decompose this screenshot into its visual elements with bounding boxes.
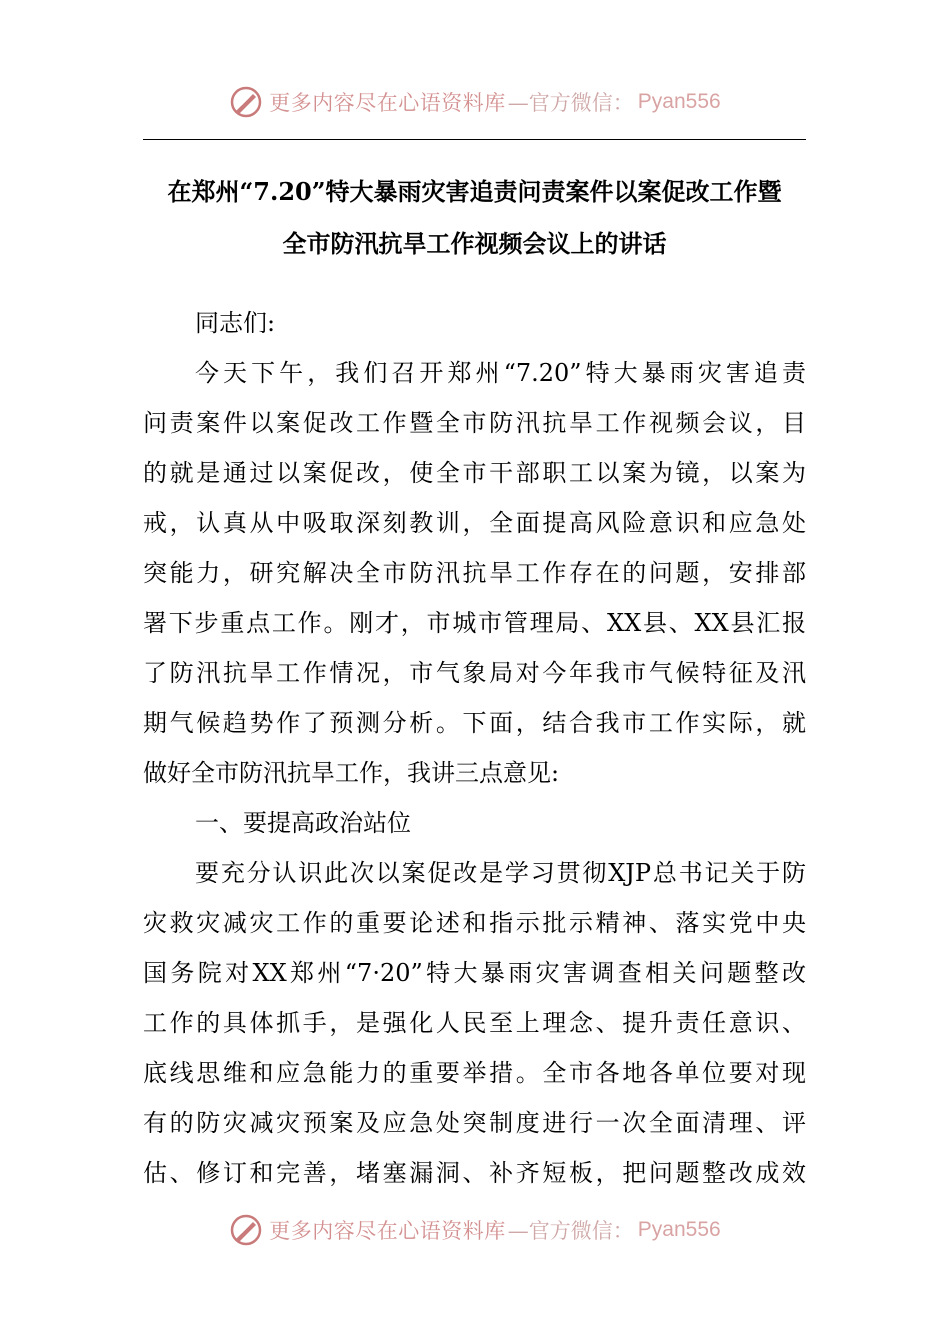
paragraph-line: 的就是通过以案促改，使全市干部职工以案为镜，以案为	[143, 459, 806, 487]
paragraph-line: 署下步重点工作。刚才，市城市管理局、XX县、XX县汇报	[143, 609, 806, 637]
watermark-sub-text: —官方微信：	[507, 1219, 634, 1243]
paragraph-line: 估、修订和完善，堵塞漏洞、补齐短板，把问题整改成效	[143, 1159, 806, 1187]
watermark-wechat-id: Pyan556	[637, 1218, 721, 1241]
watermark-sub-text: —官方微信：	[507, 91, 634, 115]
pen-circle-logo-icon	[229, 85, 263, 119]
paragraph-line: 期气候趋势作了预测分析。下面，结合我市工作实际，就	[143, 709, 806, 737]
section-heading-1: 一、要提高政治站位	[195, 809, 411, 837]
header-divider	[143, 139, 806, 140]
paragraph-line: 要充分认识此次以案促改是学习贯彻XJP总书记关于防	[195, 859, 806, 887]
document-title-line-2: 全市防汛抗旱工作视频会议上的讲话	[282, 229, 667, 258]
paragraph-2	[143, 848, 806, 1198]
watermark-wechat-id: Pyan556	[637, 90, 721, 113]
watermark-banner-bottom	[0, 1208, 950, 1252]
document-title-line-1: 在郑州“7.20”特大暴雨灾害追责问责案件以案促改工作暨	[167, 177, 782, 206]
salutation: 同志们:	[195, 309, 276, 337]
paragraph-line: 突能力，研究解决全市防汛抗旱工作存在的问题，安排部	[143, 559, 806, 587]
paragraph-1	[143, 348, 806, 798]
pen-circle-logo-icon	[229, 1213, 263, 1247]
paragraph-line: 今天下午，我们召开郑州“7.20”特大暴雨灾害追责	[195, 359, 806, 387]
paragraph-line: 国务院对XX郑州“7·20”特大暴雨灾害调查相关问题整改	[143, 959, 806, 987]
paragraph-line: 问责案件以案促改工作暨全市防汛抗旱工作视频会议，目	[143, 409, 806, 437]
document-body	[143, 298, 806, 1198]
paragraph-line: 戒，认真从中吸取深刻教训，全面提高风险意识和应急处	[143, 509, 806, 537]
watermark-main-text: 更多内容尽在心语资料库	[269, 91, 506, 115]
paragraph-line: 底线思维和应急能力的重要举措。全市各地各单位要对现	[143, 1059, 806, 1087]
paragraph-line: 有的防灾减灾预案及应急处突制度进行一次全面清理、评	[143, 1109, 806, 1137]
paragraph-line: 做好全市防汛抗旱工作，我讲三点意见:	[143, 759, 560, 787]
paragraph-line: 了防汛抗旱工作情况，市气象局对今年我市气候特征及汛	[143, 659, 806, 687]
paragraph-line: 灾救灾减灾工作的重要论述和指示批示精神、落实党中央	[143, 909, 806, 937]
watermark-main-text: 更多内容尽在心语资料库	[269, 1219, 506, 1243]
watermark-banner-top	[0, 80, 950, 124]
paragraph-line: 工作的具体抓手，是强化人民至上理念、提升责任意识、	[143, 1009, 806, 1037]
